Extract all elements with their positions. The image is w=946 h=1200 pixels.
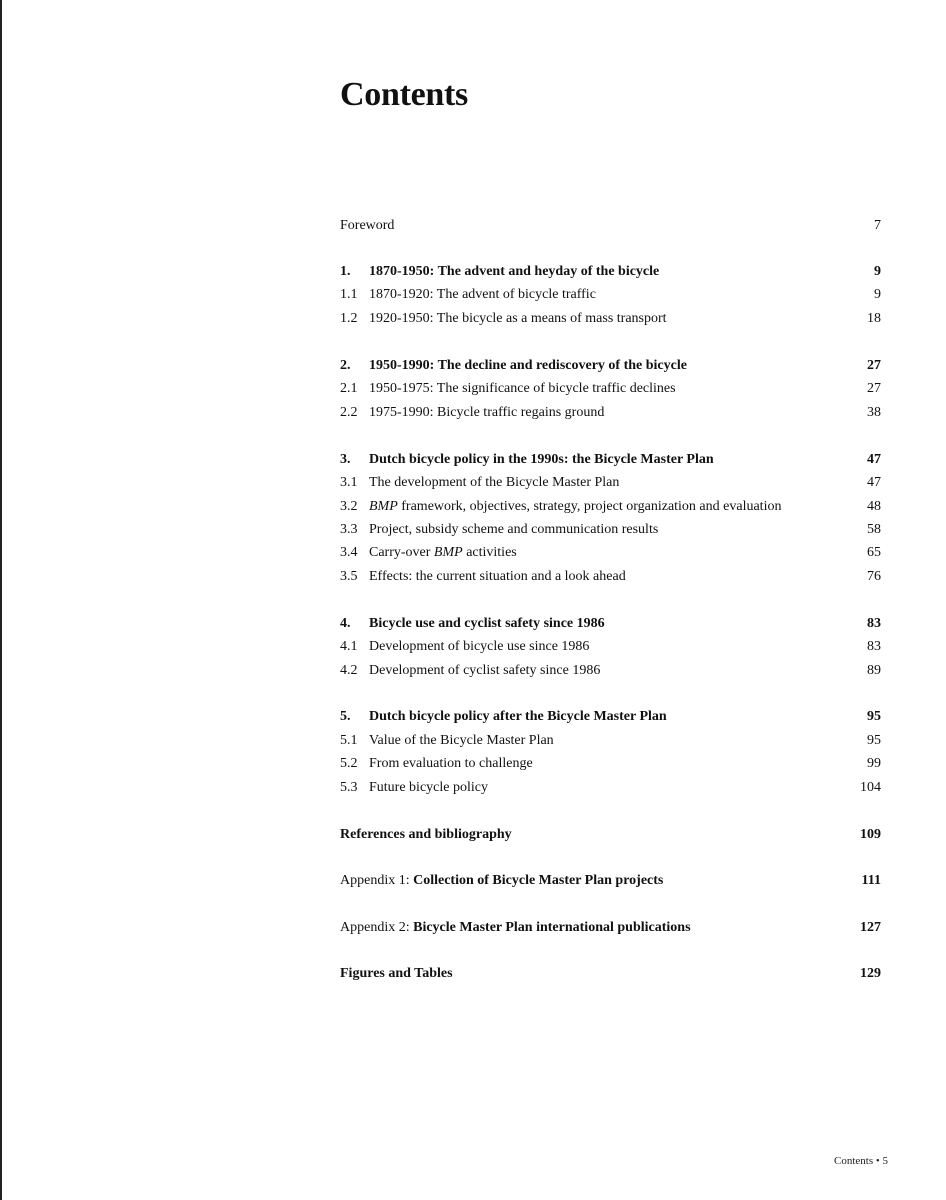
- toc-section-5-3[interactable]: [340, 778, 881, 798]
- section-number: 3.1: [340, 475, 358, 490]
- chapter-title: 1950-1990: The decline and rediscovery of the bicycle: [369, 358, 687, 373]
- section-title: Value of the Bicycle Master Plan: [369, 733, 554, 748]
- entry-title: [340, 918, 691, 938]
- entry-title: Foreword: [340, 218, 395, 233]
- page-number: 99: [867, 756, 881, 771]
- toc-chapter-2[interactable]: [340, 356, 881, 376]
- section-title: Effects: the current situation and a look ahead: [369, 569, 626, 584]
- section-number: 3.5: [340, 569, 358, 584]
- section-title: The development of the Bicycle Master Plan: [369, 475, 620, 490]
- chapter-title: 1870-1950: The advent and heyday of the bicycle: [369, 264, 660, 279]
- toc-chapter-4[interactable]: [340, 614, 881, 634]
- section-title: 1920-1950: The bicycle as a means of mass transport: [369, 311, 667, 326]
- chapter-number: 3.: [340, 452, 351, 467]
- toc-section-4-1[interactable]: [340, 637, 881, 657]
- page-number: 47: [867, 452, 881, 467]
- page-number: 95: [867, 709, 881, 724]
- page-number: 27: [867, 358, 881, 373]
- page-number: 47: [867, 475, 881, 490]
- section-title: Future bicycle policy: [369, 780, 488, 795]
- toc-entry-appendix-2[interactable]: [340, 918, 881, 938]
- page-number: 109: [860, 827, 881, 842]
- section-number: 3.3: [340, 522, 358, 537]
- section-number: 2.1: [340, 381, 358, 396]
- chapter-number: 2.: [340, 358, 351, 373]
- toc-chapter-3[interactable]: [340, 450, 881, 470]
- toc-section-5-2[interactable]: [340, 754, 881, 774]
- bmp-abbreviation: BMP: [433, 545, 463, 560]
- page-number: 65: [867, 545, 881, 560]
- toc-section-2-1[interactable]: [340, 379, 881, 399]
- page-number: 58: [867, 522, 881, 537]
- toc-chapter-5[interactable]: [340, 707, 881, 727]
- appendix-title: Collection of Bicycle Master Plan projects: [413, 873, 664, 888]
- entry-title: [340, 871, 663, 891]
- toc-entry-references[interactable]: [340, 825, 881, 845]
- section-title: Development of cyclist safety since 1986: [369, 663, 601, 678]
- toc-section-3-1[interactable]: [340, 473, 881, 493]
- page-number: 129: [860, 966, 881, 981]
- chapter-number: 5.: [340, 709, 351, 724]
- toc-chapter-1[interactable]: [340, 262, 881, 282]
- page-number: 76: [867, 569, 881, 584]
- section-number: 3.2: [340, 499, 358, 514]
- left-edge-rule: [0, 0, 2, 1200]
- page-number: 95: [867, 733, 881, 748]
- page-number: 111: [861, 873, 881, 888]
- page-number: 127: [860, 920, 881, 935]
- toc-section-4-2[interactable]: [340, 661, 881, 681]
- toc-section-3-3[interactable]: [340, 520, 881, 540]
- section-number: 5.2: [340, 756, 358, 771]
- toc-section-3-4[interactable]: [340, 543, 881, 563]
- chapter-number: 1.: [340, 264, 351, 279]
- toc-entry-appendix-1[interactable]: [340, 871, 881, 891]
- section-title: 1870-1920: The advent of bicycle traffic: [369, 287, 596, 302]
- section-title: Development of bicycle use since 1986: [369, 639, 590, 654]
- section-title: From evaluation to challenge: [369, 756, 533, 771]
- page-number: 83: [867, 639, 881, 654]
- section-number: 4.1: [340, 639, 358, 654]
- toc-section-2-2[interactable]: [340, 403, 881, 423]
- page-number: 27: [867, 381, 881, 396]
- section-title-text-end: activities: [462, 545, 517, 560]
- chapter-title: Bicycle use and cyclist safety since 1986: [369, 616, 605, 631]
- chapter-title: Dutch bicycle policy after the Bicycle Master Plan: [369, 709, 667, 724]
- section-number: 1.1: [340, 287, 358, 302]
- section-title: 1950-1975: The significance of bicycle traffic declines: [369, 381, 676, 396]
- page-number: 7: [874, 218, 881, 233]
- section-title: 1975-1990: Bicycle traffic regains ground: [369, 405, 605, 420]
- section-number: 5.3: [340, 780, 358, 795]
- section-title: [369, 497, 781, 517]
- appendix-label: Appendix 2:: [340, 920, 414, 935]
- section-title-text: Carry-over: [369, 545, 434, 560]
- page-number: 89: [867, 663, 881, 678]
- section-title: Project, subsidy scheme and communication results: [369, 522, 659, 537]
- toc-entry-foreword[interactable]: [340, 216, 881, 236]
- entry-title: References and bibliography: [340, 827, 512, 842]
- appendix-title: Bicycle Master Plan international publications: [413, 920, 691, 935]
- entry-title: Figures and Tables: [340, 966, 453, 981]
- toc-section-1-2[interactable]: [340, 309, 881, 329]
- page-number: 104: [860, 780, 881, 795]
- toc-section-1-1[interactable]: [340, 285, 881, 305]
- toc-section-5-1[interactable]: [340, 731, 881, 751]
- chapter-title: Dutch bicycle policy in the 1990s: the Bicycle Master Plan: [369, 452, 714, 467]
- page-number: 48: [867, 499, 881, 514]
- page-number: 38: [867, 405, 881, 420]
- bmp-abbreviation: BMP: [369, 499, 398, 514]
- chapter-number: 4.: [340, 616, 351, 631]
- section-title-text: framework, objectives, strategy, project organization and evaluation: [397, 499, 782, 514]
- page-footer: Contents • 5: [834, 1155, 888, 1167]
- section-number: 4.2: [340, 663, 358, 678]
- page-number: 9: [874, 264, 881, 279]
- page-number: 18: [867, 311, 881, 326]
- toc-section-3-2[interactable]: [340, 497, 881, 517]
- section-number: 1.2: [340, 311, 358, 326]
- page-number: 9: [874, 287, 881, 302]
- section-title: [369, 543, 517, 563]
- toc-section-3-5[interactable]: [340, 567, 881, 587]
- section-number: 5.1: [340, 733, 358, 748]
- section-number: 3.4: [340, 545, 358, 560]
- section-number: 2.2: [340, 405, 358, 420]
- toc-entry-figures-tables[interactable]: [340, 964, 881, 984]
- page-number: 83: [867, 616, 881, 631]
- appendix-label: Appendix 1:: [340, 873, 414, 888]
- page-title: Contents: [340, 76, 468, 113]
